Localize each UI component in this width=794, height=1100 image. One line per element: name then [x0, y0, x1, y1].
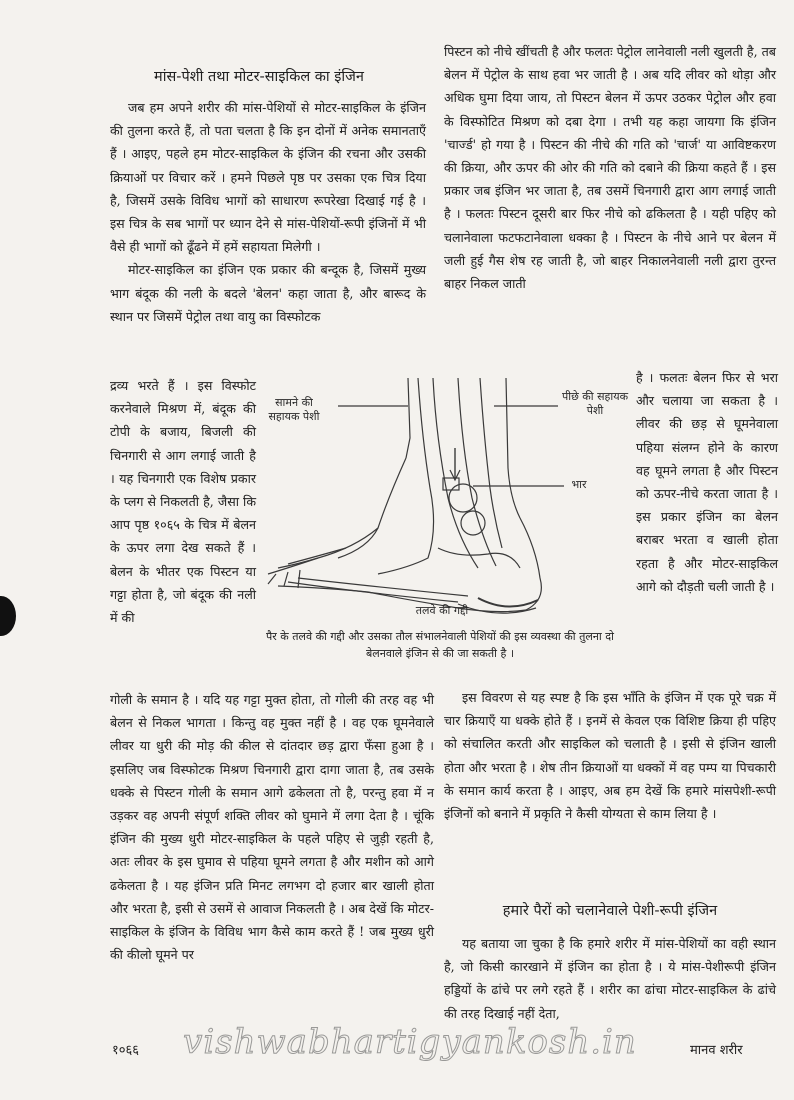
right-column-narrow	[636, 366, 778, 598]
label-weight: भार	[571, 478, 587, 491]
figure-caption: पैर के तलवे की गद्दी और उसका तौल संभालनेवाली पेशियों की इस व्यवस्था की तुलना दो बेलनवाले इंजिन से की जा सकती है ।	[266, 630, 614, 660]
left-column-narrow	[110, 374, 256, 629]
page-number: १०६६	[112, 1043, 140, 1058]
label-back-muscle: पीछे की सहायक पेशी	[561, 390, 629, 417]
punch-hole	[0, 596, 16, 636]
right-column-top	[444, 40, 776, 295]
running-title: मानव शरीर	[690, 1043, 743, 1058]
left-column-top	[110, 96, 426, 328]
right-paragraph-1: पिस्टन को नीचे खींचती है और फलतः पेट्रोल लानेवाली नली खुलती है, तब बेलन में पेट्रोल के साथ हवा भर जाती है । अब यदि लीवर को थोड़ा और अधिक घुमा दिया जाय, तो पिस्टन बेलन में ऊपर उठकर पेट्रोल और हवा के विस्फोटित मिश्रण को दबा देगा । तभी यह कहा जायगा कि इंजिन 'चार्ज्ड' हो गया है । पिस्टन की नीचे की गति को 'चार्ज' या आविष्टकरण की क्रिया, और ऊपर की ओर की गति को दबाने की क्रिया कहते हैं । इस प्रकार जब इंजिन भर जाता है, तब उसमें चिनगारी द्वारा आग लगाई जाती है । फलतः पिस्टन दूसरी बार फिर नीचे को ढकिलता है । यही पहिए को चलानेवाला फटफटानेवाला धक्का है । पिस्टन के नीचे आने पर बेलन में जली हुई गैस शेष रह जाती है, जो बाहर निकालनेवाली नली द्वारा तुरन्त बाहर निकल जाती	[444, 44, 776, 292]
section-heading-2: हमारे पैरों को चलानेवाले पेशी-रूपी इंजिन	[502, 903, 718, 919]
right-paragraph-1-narrow: है । फलतः बेलन फिर से भरा और चलाया जा सकता है । लीवर की छड़ से घूमनेवाला पहिया संलग्न होने के कारण वह घूमने लगता है और पिस्टन को ऊपर-नीचे करता जाता है । इस प्रकार इंजिन का बेलन बराबर भरता व खाली होता रहता है और मोटर-साइकिल आगे को दौड़ती चली जाती है ।	[636, 370, 778, 594]
section-heading: मांस-पेशी तथा मोटर-साइकिल का इंजिन	[154, 69, 364, 85]
right-column-bottom	[444, 686, 776, 825]
left-paragraph-2: मोटर-साइकिल का इंजिन एक प्रकार की बन्दूक है, जिसमें मुख्य भाग बंदूक की नली के बदले 'बेलन' कहा जाता है, और बारूद के स्थान पर जिसमें पेट्रोल तथा वायु का विस्फोटक	[110, 262, 426, 324]
left-column-bottom	[110, 688, 434, 966]
left-paragraph-2-narrow: द्रव्य भरते हैं । इस विस्फोट करनेवाले मिश्रण में, बंदूक की टोपी के बजाय, बिजली की चिनगारी से आग लगाई जाती है । यह चिनगारी एक विशेष प्रकार के प्लग से निकलती है, जैसा कि आप पृष्ठ १०६५ के चित्र में बेलन के ऊपर लगा देख सकते हैं । बेलन के भीतर एक पिस्टन या गट्टा होता है, जो बंदूक की नली में की	[110, 378, 256, 626]
watermark-text: vishwabhartigyankosh.in	[183, 1022, 637, 1062]
label-heel-pad: तलवे की गद्दी	[415, 604, 469, 617]
right-paragraph-3: यह बताया जा चुका है कि हमारे शरीर में मांस-पेशियों का वही स्थान है, जो किसी कारखाने में इंजिन का होता है । ये मांस-पेशीरूपी इंजिन हड्डियों के ढांचे पर लगे रहते हैं । शरीर का ढांचा मोटर-साइकिल के ढांचे की तरह दिखाई नहीं देता,	[444, 936, 776, 1021]
foot-illustration	[258, 378, 638, 668]
left-paragraph-2-cont: गोली के समान है । यदि यह गट्टा मुक्त होता, तो गोली की तरह वह भी बेलन से निकल भागता । किन्तु वह मुक्त नहीं है । वह एक घूमनेवाले लीवर या धुरी की मोड़ की कील से दांतदार छड़ द्वारा फँसा हुआ है । इसलिए जब विस्फोटक मिश्रण चिनगारी द्वारा दागा जाता है, तब उसके धक्के से पिस्टन गोली के समान आगे ढकेलता तो है, परन्तु हवा में न उड़कर वह अपनी संपूर्ण शक्ति लीवर को घुमाने में लगा देता है । चूंकि इंजिन की मुख्य धुरी मोटर-साइकिल के पहले पहिए से जुड़ी रहती है, अतः लीवर के इस घुमाव से पहिया घूमने लगता है और मशीन को आगे ढकेलता है । यह इंजिन प्रति मिनट लगभग दो हजार बार खाली होता और भरता है, इसी से उसमें से आवाज निकलती है । अब देखें कि मोटर-साइकिल के इंजिन के विविध भाग कैसे काम करते हैं ! जब मुख्य धुरी की कीलो घूमने पर	[110, 692, 434, 963]
right-paragraph-2: इस विवरण से यह स्पष्ट है कि इस भाँति के इंजिन में एक पूरे चक्र में चार क्रियाएँ या धक्के होते हैं । इनमें से केवल एक विशिष्ट क्रिया ही पहिए को संचालित करती और साइकिल को चलाती है । इसी से इंजिन खाली होता और भरता है । शेष तीन क्रियाओं या धक्कों में वह पम्प या पिचकारी के समान कार्य करता है । आइए, अब हम देखें कि हमारे मांसपेशी-रूपी इंजिनों को बनाने में प्रकृति ने कैसी योग्यता से काम लिया है ।	[444, 690, 776, 822]
label-front-muscle: सामने की सहायक पेशी	[268, 396, 320, 423]
left-paragraph-1: जब हम अपने शरीर की मांस-पेशियों से मोटर-साइकिल के इंजिन की तुलना करते हैं, तो पता चलता है कि इन दोनों में अनेक समानताएँ हैं । आइए, पहले हम मोटर-साइकिल के इंजिन की रचना और उसकी क्रियाओं पर विचार करें । हमने पिछले पृष्ठ पर उसका एक चित्र दिया है, जिसमें उसके विविध भागों को साधारण रूपरेखा दिखाई गई है । इस चित्र के सब भागों पर ध्यान देने से मांस-पेशियों-रूपी इंजिनों में भी वैसे ही भागों को ढूँढने में हमें सहायता मिलेगी ।	[110, 100, 426, 255]
right-column-final	[444, 932, 776, 1025]
